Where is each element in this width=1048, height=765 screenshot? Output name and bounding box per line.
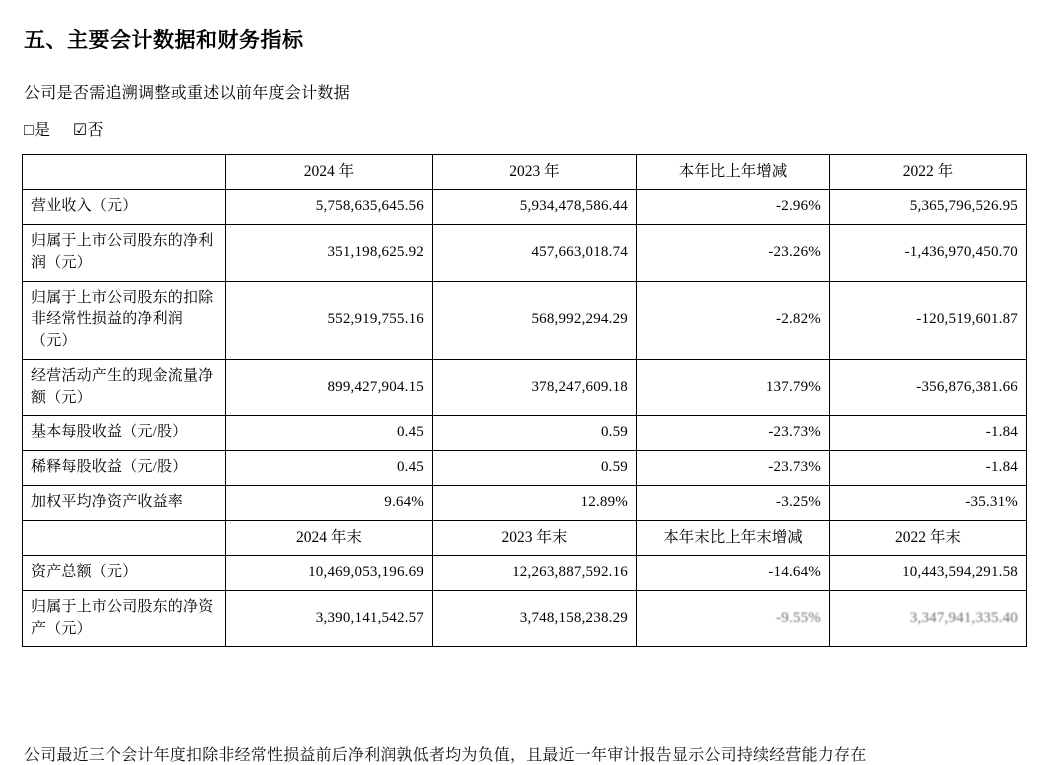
cell-2023: 457,663,018.74 [433, 225, 637, 282]
cell-2024: 5,758,635,645.56 [226, 190, 433, 225]
table-row [23, 590, 1027, 647]
row-label: 基本每股收益（元/股） [23, 416, 226, 451]
row-label: 归属于上市公司股东的净利润（元） [23, 225, 226, 282]
header-cell-2024: 2024 年 [226, 155, 433, 190]
cell-2024: 899,427,904.15 [226, 359, 433, 416]
cell-2022: 10,443,594,291.58 [830, 556, 1027, 591]
intro-paragraph: 公司是否需追溯调整或重述以前年度会计数据 [24, 85, 351, 102]
cell-2024: 9.64% [226, 485, 433, 520]
checkbox-yes-option[interactable]: □是 [24, 122, 51, 139]
cell-change: -2.96% [637, 190, 830, 225]
checkbox-no-option-checked[interactable]: ☑否 [72, 122, 104, 139]
cell-2022: -35.31% [830, 485, 1027, 520]
table-row [23, 281, 1027, 359]
cell-change: -23.73% [637, 416, 830, 451]
table-row [23, 359, 1027, 416]
cell-change: -3.25% [637, 485, 830, 520]
header-cell-corner [23, 155, 226, 190]
retrospective-adjustment-choice [24, 117, 1048, 140]
cell-2024: 0.45 [226, 451, 433, 486]
cell-2023: 3,748,158,238.29 [433, 590, 637, 647]
cell-2024: 351,198,625.92 [226, 225, 433, 282]
cell-change: -14.64% [637, 556, 830, 591]
cell-2023: 5,934,478,586.44 [433, 190, 637, 225]
cell-2023: 12,263,887,592.16 [433, 556, 637, 591]
table-header-row-annual [23, 155, 1027, 190]
cell-2022: -1.84 [830, 451, 1027, 486]
table-row [23, 485, 1027, 520]
cell-2022: -356,876,381.66 [830, 359, 1027, 416]
cell-2024: 3,390,141,542.57 [226, 590, 433, 647]
cell-change: -23.73% [637, 451, 830, 486]
header-cell-2023-end: 2023 年末 [433, 520, 637, 555]
document-page [0, 16, 1048, 764]
row-label: 营业收入（元） [23, 190, 226, 225]
cell-2024: 10,469,053,196.69 [226, 556, 433, 591]
header-cell-2024-end: 2024 年末 [226, 520, 433, 555]
header-cell-2023: 2023 年 [433, 155, 637, 190]
table-row [23, 190, 1027, 225]
table-row [23, 225, 1027, 282]
header-cell-2022-end: 2022 年末 [830, 520, 1027, 555]
row-label: 资产总额（元） [23, 556, 226, 591]
row-label: 归属于上市公司股东的扣除非经常性损益的净利润（元） [23, 281, 226, 359]
cell-2022: -1.84 [830, 416, 1027, 451]
row-label: 经营活动产生的现金流量净额（元） [23, 359, 226, 416]
cell-change: -23.26% [637, 225, 830, 282]
header-cell-change: 本年比上年增减 [637, 155, 830, 190]
header-cell-change-end: 本年末比上年末增减 [637, 520, 830, 555]
cell-2022: -1,436,970,450.70 [830, 225, 1027, 282]
page-title: 五、主要会计数据和财务指标 [24, 29, 304, 52]
cell-change: -2.82% [637, 281, 830, 359]
cell-2023: 378,247,609.18 [433, 359, 637, 416]
table-row [23, 451, 1027, 486]
footnote-text: 公司最近三个会计年度扣除非经常性损益前后净利润孰低者均为负值，且最近一年审计报告显示公司持续经营能力存在 [24, 747, 867, 764]
table-row [23, 416, 1027, 451]
cell-2023: 568,992,294.29 [433, 281, 637, 359]
cell-2024: 0.45 [226, 416, 433, 451]
table-header-row-year-end [23, 520, 1027, 555]
cell-2023: 0.59 [433, 451, 637, 486]
cell-change: 137.79% [637, 359, 830, 416]
cell-2022: -120,519,601.87 [830, 281, 1027, 359]
row-label: 归属于上市公司股东的净资产（元） [23, 590, 226, 647]
table-row [23, 556, 1027, 591]
header-cell-corner-2 [23, 520, 226, 555]
financial-indicators-table [22, 154, 1027, 647]
cell-2022: 5,365,796,526.95 [830, 190, 1027, 225]
cell-2022: 3,347,941,335.40 [830, 590, 1027, 647]
row-label: 稀释每股收益（元/股） [23, 451, 226, 486]
row-label: 加权平均净资产收益率 [23, 485, 226, 520]
cell-change: -9.55% [637, 590, 830, 647]
cell-2023: 12.89% [433, 485, 637, 520]
cell-2023: 0.59 [433, 416, 637, 451]
cell-2024: 552,919,755.16 [226, 281, 433, 359]
header-cell-2022: 2022 年 [830, 155, 1027, 190]
